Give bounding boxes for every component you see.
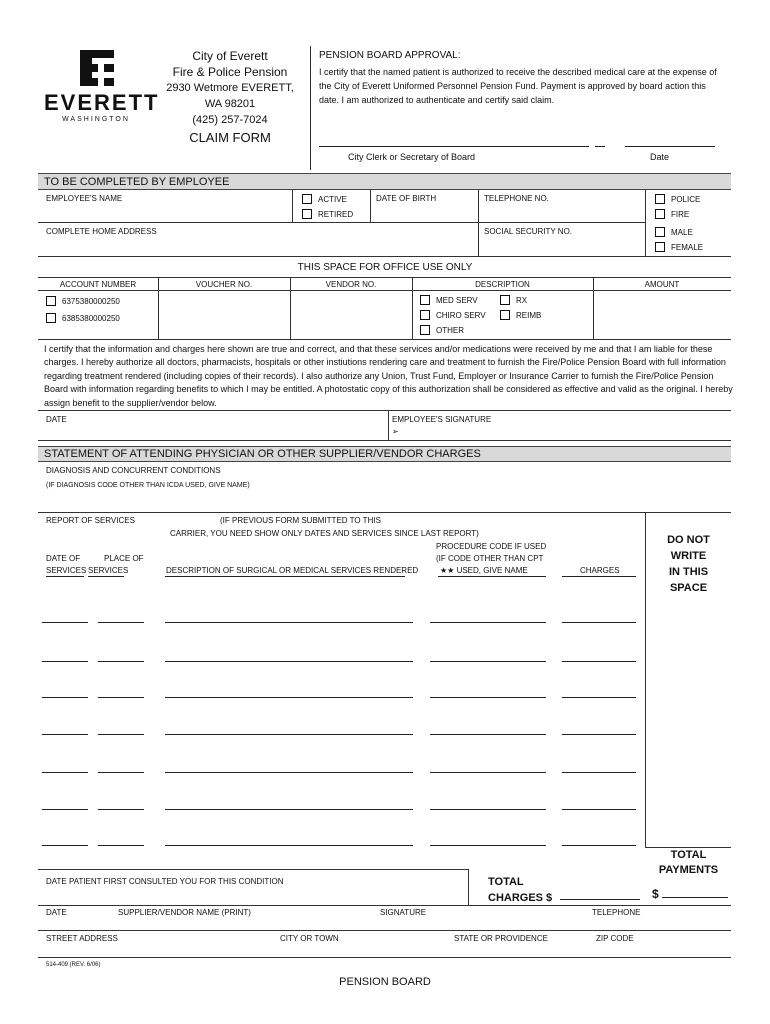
org-city: City of Everett xyxy=(192,49,268,63)
do-not-write-line-2: WRITE xyxy=(670,550,707,562)
ssn-label: SOCIAL SECURITY NO. xyxy=(484,227,573,236)
service-description-line[interactable] xyxy=(165,845,413,846)
logo-subtitle: WASHINGTON xyxy=(62,116,130,123)
fire-checkbox[interactable] xyxy=(655,209,689,219)
service-date-line[interactable] xyxy=(42,772,88,773)
active-checkbox[interactable] xyxy=(302,194,347,204)
zip-label: ZIP CODE xyxy=(596,934,634,943)
diagnosis-label: DIAGNOSIS AND CONCURRENT CONDITIONS xyxy=(46,466,221,475)
total-payments-field[interactable] xyxy=(662,897,728,898)
date-of-label: DATE OF xyxy=(46,554,81,563)
dob-field[interactable] xyxy=(372,203,476,220)
approval-title: PENSION BOARD APPROVAL: xyxy=(319,50,461,61)
active-label: ACTIVE xyxy=(318,194,347,204)
service-charges-line[interactable] xyxy=(562,845,636,846)
service-code-line[interactable] xyxy=(430,772,546,773)
fire-label: FIRE xyxy=(671,209,690,219)
retired-checkbox[interactable] xyxy=(302,209,353,219)
everett-logo-mark-icon xyxy=(80,50,114,86)
service-charges-line[interactable] xyxy=(562,661,636,662)
place-services-label: SERVICES xyxy=(88,566,129,575)
checkbox-box[interactable] xyxy=(420,310,430,320)
service-description-line[interactable] xyxy=(165,697,413,698)
do-not-write-line-3: IN THIS xyxy=(668,566,709,578)
service-place-line[interactable] xyxy=(98,697,144,698)
service-charges-line[interactable] xyxy=(562,809,636,810)
description-header: DESCRIPTION xyxy=(475,280,530,289)
retired-label: RETIRED xyxy=(318,209,354,219)
checkbox-box[interactable] xyxy=(655,194,665,204)
place-of-label: PLACE OF xyxy=(104,554,144,563)
employee-name-field[interactable] xyxy=(40,203,290,220)
rx-checkbox[interactable] xyxy=(500,295,527,305)
employee-section-banner: TO BE COMPLETED BY EMPLOYEE xyxy=(38,173,731,190)
state-label: STATE OR PROVIDENCE xyxy=(454,934,548,943)
total-payments-dollar: $ xyxy=(652,887,659,901)
clerk-signature-label: City Clerk or Secretary of Board xyxy=(348,152,476,162)
report-of-services-label: REPORT OF SERVICES xyxy=(46,516,135,525)
description-services-label: DESCRIPTION OF SURGICAL OR MEDICAL SERVICES RENDERED xyxy=(166,566,419,575)
service-code-line[interactable] xyxy=(430,697,546,698)
police-checkbox[interactable] xyxy=(655,194,700,204)
checkbox-box[interactable] xyxy=(655,242,665,252)
other-label: OTHER xyxy=(436,325,464,335)
service-code-line[interactable] xyxy=(430,845,546,846)
total-charges-line-1: TOTAL xyxy=(488,876,524,888)
home-address-field[interactable] xyxy=(40,236,476,254)
account-number-header: ACCOUNT NUMBER xyxy=(59,280,137,289)
checkbox-box[interactable] xyxy=(500,295,510,305)
vendor-header: VENDOR NO. xyxy=(325,280,377,289)
male-label: MALE xyxy=(671,227,693,237)
service-description-line[interactable] xyxy=(165,734,413,735)
chiro-serv-checkbox[interactable] xyxy=(420,310,486,320)
org-address xyxy=(160,48,300,146)
account-1-checkbox[interactable] xyxy=(46,296,120,306)
checkbox-box[interactable] xyxy=(46,296,56,306)
org-department: Fire & Police Pension xyxy=(172,65,288,79)
first-consulted-field[interactable] xyxy=(300,874,460,890)
reimb-checkbox[interactable] xyxy=(500,310,541,320)
service-date-line[interactable] xyxy=(42,697,88,698)
certification-date-field[interactable] xyxy=(40,424,386,438)
total-charges-label xyxy=(488,874,552,906)
service-charges-line[interactable] xyxy=(562,697,636,698)
service-description-line[interactable] xyxy=(165,661,413,662)
charges-label: CHARGES xyxy=(580,566,620,575)
total-payments-label xyxy=(646,848,731,878)
certification-text: I certify that the information and charges here shown are true and correct, and that these services and/or medications were received by me and that I am liable for these charges. I hereby authorize all doctors, pharmacists, hospitals or other instiutions rendering care and treatment to furnish the Fire/Police Pension Board with full information regarding treatment rendered (including copies of their records). I also authorize any Union, Trust Fund, Employer or Insurance Carrier to furnish the Fire/Police Pension Board with information regarding benefits to which I may be entitled. A photostatic copy of this authorization shall be considered as effective and valid as the original. I hereby assign benefit to the supplier/vendor below. xyxy=(44,344,733,408)
logo-wordmark: EVERETT xyxy=(44,90,160,115)
checkbox-box[interactable] xyxy=(655,209,665,219)
form-revision: 514-409 (REV. 6/06) xyxy=(46,962,101,968)
checkbox-box[interactable] xyxy=(46,313,56,323)
do-not-write-box xyxy=(646,532,731,596)
employee-signature-field[interactable] xyxy=(402,424,728,438)
telephone-field[interactable] xyxy=(480,203,642,220)
account-1-label: 6375380000250 xyxy=(62,296,120,306)
supplier-name-label: SUPPLIER/VENDOR NAME (PRINT) xyxy=(118,908,251,917)
supplier-date-label: DATE xyxy=(46,908,67,917)
certification-date-label: DATE xyxy=(46,415,67,424)
approval-text: I certify that the named patient is authorized to receive the described medical care at the expense of the City of Everett Uniformed Personnel Pension Fund. Payment is approved by board action this date. I am authorized to authenticate and certify said claim. xyxy=(319,67,717,105)
checkbox-box[interactable] xyxy=(302,209,312,219)
supplier-telephone-label: TELEPHONE xyxy=(592,908,641,917)
service-date-line[interactable] xyxy=(42,661,88,662)
service-place-line[interactable] xyxy=(98,661,144,662)
female-label: FEMALE xyxy=(671,242,704,252)
service-description-line[interactable] xyxy=(165,809,413,810)
office-use-title: THIS SPACE FOR OFFICE USE ONLY xyxy=(297,262,473,273)
rx-label: RX xyxy=(516,295,528,305)
voucher-header: VOUCHER NO. xyxy=(195,280,253,289)
reimb-label: REIMB xyxy=(516,310,542,320)
service-description-line[interactable] xyxy=(165,772,413,773)
supplier-info-field[interactable] xyxy=(40,917,730,929)
total-payments-line-1: TOTAL xyxy=(670,849,707,861)
first-consulted-label: DATE PATIENT FIRST CONSULTED YOU FOR THIS CONDITION xyxy=(46,877,284,886)
diagnosis-sublabel: (IF DIAGNOSIS CODE OTHER THAN ICDA USED, GIVE NAME) xyxy=(46,482,250,489)
procedure-code-label-1: PROCEDURE CODE IF USED xyxy=(436,542,547,551)
service-code-line[interactable] xyxy=(430,809,546,810)
service-place-line[interactable] xyxy=(98,845,144,846)
org-state-zip: WA 98201 xyxy=(204,98,256,110)
amount-header: AMOUNT xyxy=(644,280,680,289)
dob-label: DATE OF BIRTH xyxy=(376,194,437,203)
footer-pension-board: PENSION BOARD xyxy=(339,976,431,988)
checkbox-box[interactable] xyxy=(655,227,665,237)
do-not-write-line-4: SPACE xyxy=(669,582,708,594)
approval-date-label: Date xyxy=(650,152,670,162)
physician-section-banner: STATEMENT OF ATTENDING PHYSICIAN OR OTHER SUPPLIER/VENDOR CHARGES xyxy=(38,446,731,462)
service-code-line[interactable] xyxy=(430,661,546,662)
total-charges-field[interactable] xyxy=(560,899,640,900)
total-charges-line-2: CHARGES $ xyxy=(488,892,553,904)
service-code-line[interactable] xyxy=(430,622,546,623)
previous-form-note-1: (IF PREVIOUS FORM SUBMITTED TO THIS xyxy=(220,516,381,525)
employee-signature-label: EMPLOYEE'S SIGNATURE xyxy=(392,415,492,424)
city-label: CITY OR TOWN xyxy=(280,934,339,943)
signature-arrow-icon: ➢ xyxy=(392,427,399,436)
service-charges-line[interactable] xyxy=(562,772,636,773)
other-checkbox[interactable] xyxy=(420,325,464,335)
telephone-label: TELEPHONE NO. xyxy=(484,194,549,203)
supplier-address-field[interactable] xyxy=(40,944,730,956)
service-charges-line[interactable] xyxy=(562,734,636,735)
date-services-label: SERVICES xyxy=(46,566,87,575)
org-phone: (425) 257-7024 xyxy=(192,114,268,126)
med-serv-checkbox[interactable] xyxy=(420,295,478,305)
form-title: CLAIM FORM xyxy=(189,130,271,145)
diagnosis-field[interactable] xyxy=(40,492,730,510)
chiro-serv-label: CHIRO SERV xyxy=(436,310,486,320)
checkbox-box[interactable] xyxy=(302,194,312,204)
police-label: POLICE xyxy=(671,194,701,204)
service-date-line[interactable] xyxy=(42,809,88,810)
checkbox-box[interactable] xyxy=(420,325,430,335)
total-payments-line-2: PAYMENTS xyxy=(658,864,719,876)
checkbox-box[interactable] xyxy=(500,310,510,320)
checkbox-box[interactable] xyxy=(420,295,430,305)
previous-form-note-2: CARRIER, YOU NEED SHOW ONLY DATES AND SERVICES SINCE LAST REPORT) xyxy=(170,529,479,538)
ssn-field[interactable] xyxy=(480,236,642,254)
procedure-code-label-2: (IF CODE OTHER THAN CPT xyxy=(436,554,544,563)
employee-name-label: EMPLOYEE'S NAME xyxy=(46,194,123,203)
service-description-line[interactable] xyxy=(165,622,413,623)
do-not-write-line-1: DO NOT xyxy=(667,534,710,546)
street-address-label: STREET ADDRESS xyxy=(46,934,118,943)
service-date-line[interactable] xyxy=(42,845,88,846)
service-charges-line[interactable] xyxy=(562,622,636,623)
service-place-line[interactable] xyxy=(98,772,144,773)
service-place-line[interactable] xyxy=(98,809,144,810)
service-place-line[interactable] xyxy=(98,734,144,735)
supplier-signature-label: SIGNATURE xyxy=(380,908,427,917)
service-date-line[interactable] xyxy=(42,734,88,735)
female-checkbox[interactable] xyxy=(655,242,703,252)
org-street: 2930 Wetmore EVERETT, xyxy=(166,82,294,94)
service-code-line[interactable] xyxy=(430,734,546,735)
service-date-line[interactable] xyxy=(42,622,88,623)
med-serv-label: MED SERV xyxy=(436,295,478,305)
account-2-checkbox[interactable] xyxy=(46,313,120,323)
procedure-code-label-3: ★★ USED, GIVE NAME xyxy=(440,566,528,575)
account-2-label: 6385380000250 xyxy=(62,313,120,323)
home-address-label: COMPLETE HOME ADDRESS xyxy=(46,227,157,236)
male-checkbox[interactable] xyxy=(655,227,693,237)
service-place-line[interactable] xyxy=(98,622,144,623)
